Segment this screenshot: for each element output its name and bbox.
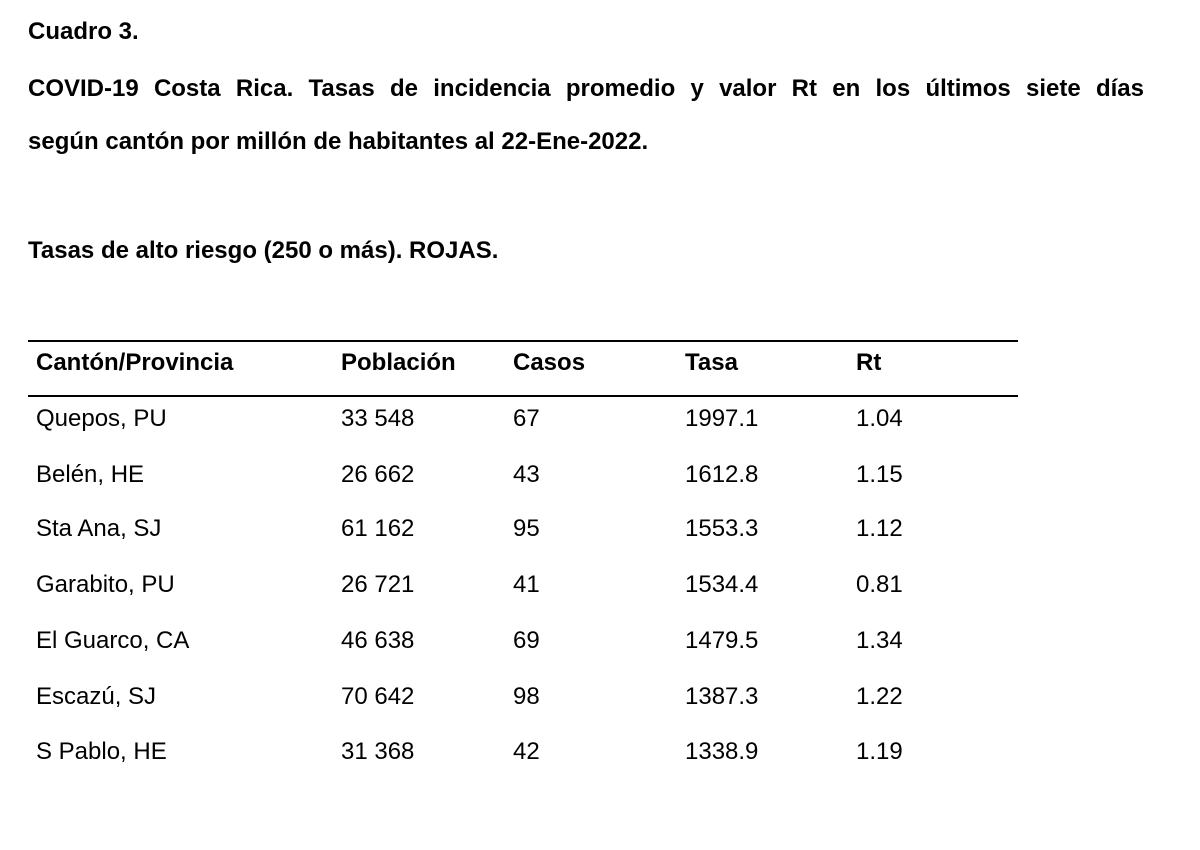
cell-casos: 67 [513,405,540,432]
cell-poblacion: 26 662 [341,461,415,488]
cell-canton: Escazú, SJ [36,683,157,710]
header-poblacion: Población [341,349,456,376]
cell-poblacion: 46 638 [341,627,415,654]
table-caption-label: Cuadro 3. [28,18,139,45]
table-row [36,677,1016,717]
table-title: COVID-19 Costa Rica. Tasas de incidencia promedio y valor Rt en los últimos siete días [28,75,1144,102]
cell-casos: 95 [513,515,540,542]
table-subtitle: Tasas de alto riesgo (250 o más). ROJAS. [28,237,499,264]
cell-casos: 41 [513,571,540,598]
header-canton-provincia: Cantón/Provincia [36,349,234,376]
cell-poblacion: 26 721 [341,571,415,598]
cell-poblacion: 33 548 [341,405,415,432]
header-rt: Rt [856,349,882,376]
cell-tasa: 1997.1 [685,405,759,432]
table-row [36,732,1016,772]
cell-tasa: 1338.9 [685,738,759,765]
cell-canton: Belén, HE [36,461,145,488]
table-row [36,399,1016,439]
cell-rt: 1.34 [856,627,903,654]
cell-rt: 1.19 [856,738,903,765]
table-row [36,565,1016,605]
cell-canton: Garabito, PU [36,571,175,598]
cell-tasa: 1534.4 [685,571,759,598]
table-top-rule [28,340,1018,342]
cell-canton: Sta Ana, SJ [36,515,162,542]
cell-casos: 98 [513,683,540,710]
cell-poblacion: 31 368 [341,738,415,765]
cell-rt: 1.04 [856,405,903,432]
table-title-continuation: según cantón por millón de habitantes al 22-Ene-2022. [28,128,649,155]
cell-tasa: 1479.5 [685,627,759,654]
cell-casos: 43 [513,461,540,488]
table-row [36,621,1016,661]
table-header-rule [28,395,1018,397]
header-casos: Casos [513,349,586,376]
cell-tasa: 1387.3 [685,683,759,710]
cell-tasa: 1612.8 [685,461,759,488]
cell-canton: El Guarco, CA [36,627,190,654]
cell-poblacion: 61 162 [341,515,415,542]
cell-casos: 42 [513,738,540,765]
cell-casos: 69 [513,627,540,654]
cell-rt: 1.22 [856,683,903,710]
cell-canton: S Pablo, HE [36,738,167,765]
cell-poblacion: 70 642 [341,683,415,710]
table-header-row [36,343,1016,383]
table-row [36,509,1016,549]
cell-rt: 1.15 [856,461,903,488]
cell-canton: Quepos, PU [36,405,167,432]
header-tasa: Tasa [685,349,738,376]
table-row [36,455,1016,495]
cell-rt: 1.12 [856,515,903,542]
cell-rt: 0.81 [856,571,903,598]
cell-tasa: 1553.3 [685,515,759,542]
